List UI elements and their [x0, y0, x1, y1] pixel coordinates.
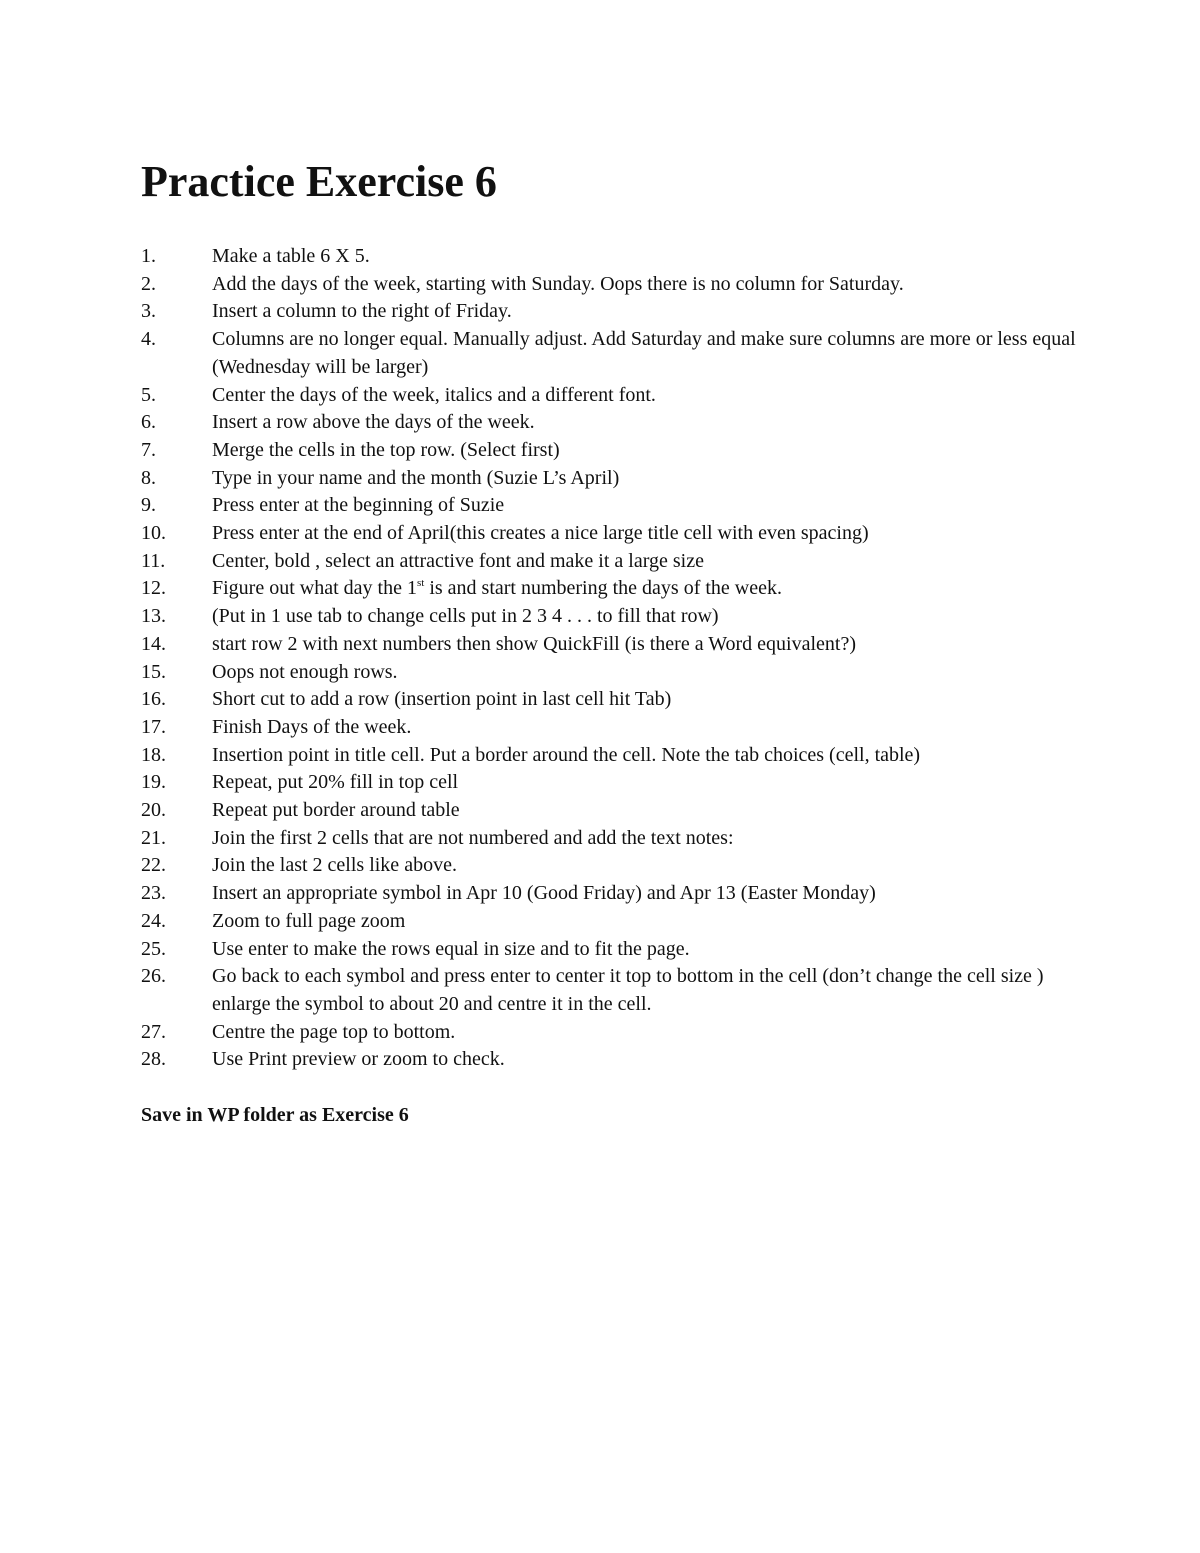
step-text: Columns are no longer equal. Manually adjust. Add Saturday and make sure columns are more or less equal (Wednesday will be larger)	[212, 328, 1076, 378]
list-item	[141, 492, 1081, 520]
step-text: Press enter at the beginning of Suzie	[212, 494, 505, 517]
list-item	[141, 603, 1081, 631]
step-text-part: Figure out what day the 1	[212, 577, 417, 600]
step-number: 13.	[141, 605, 166, 628]
list-item	[141, 409, 1081, 437]
step-number: 6.	[141, 411, 156, 434]
step-text: Zoom to full page zoom	[212, 909, 406, 932]
list-item	[141, 1046, 1081, 1074]
list-item	[141, 908, 1081, 936]
step-number: 10.	[141, 522, 166, 545]
step-text: Repeat put border around table	[212, 799, 460, 822]
step-text: Press enter at the end of April(this creates a nice large title cell with even spacing)	[212, 522, 869, 545]
save-instruction: Save in WP folder as Exercise 6	[141, 1104, 409, 1126]
step-number: 21.	[141, 826, 166, 849]
ordinal-superscript: st	[416, 576, 425, 589]
step-text: Insert a row above the days of the week.	[212, 411, 535, 434]
list-item	[141, 852, 1081, 880]
step-number: 20.	[141, 799, 166, 822]
step-number: 5.	[141, 383, 156, 406]
step-number: 4.	[141, 328, 156, 351]
step-number: 11.	[141, 549, 166, 572]
step-number: 25.	[141, 937, 166, 960]
step-text: Oops not enough rows.	[212, 660, 398, 683]
step-number: 17.	[141, 715, 166, 738]
step-text: start row 2 with next numbers then show QuickFill (is there a Word equivalent?)	[212, 632, 856, 655]
step-text: Go back to each symbol and press enter to center it top to bottom in the cell (don’t change the cell size ) enlarge the symbol to about 20 and centre it in the cell.	[212, 965, 1044, 1015]
step-number: 14.	[141, 632, 166, 655]
step-text: Centre the page top to bottom.	[212, 1020, 456, 1043]
list-item	[141, 936, 1081, 964]
step-text: (Put in 1 use tab to change cells put in 2 3 4 . . . to fill that row)	[212, 605, 719, 628]
list-item	[141, 575, 1081, 603]
step-number: 2.	[141, 272, 156, 295]
list-item	[141, 714, 1081, 742]
step-number: 26.	[141, 965, 166, 988]
list-item	[141, 1019, 1081, 1047]
step-text-part: is and start numbering the days of the week.	[424, 577, 782, 600]
step-text	[212, 575, 1081, 603]
list-item	[141, 769, 1081, 797]
step-text: Repeat, put 20% fill in top cell	[212, 771, 459, 794]
list-item	[141, 963, 1081, 1018]
list-item	[141, 243, 1081, 271]
step-number: 8.	[141, 466, 156, 489]
step-text: Center the days of the week, italics and a different font.	[212, 383, 656, 406]
list-item	[141, 465, 1081, 493]
step-number: 12.	[141, 577, 166, 600]
list-item	[141, 271, 1081, 299]
step-text: Make a table 6 X 5.	[212, 245, 370, 267]
step-text: Insert an appropriate symbol in Apr 10 (Good Friday) and Apr 13 (Easter Monday)	[212, 882, 876, 905]
step-text: Type in your name and the month (Suzie L’s April)	[212, 466, 620, 489]
list-item	[141, 797, 1081, 825]
step-number: 15.	[141, 660, 166, 683]
step-number: 16.	[141, 688, 166, 711]
step-text: Finish Days of the week.	[212, 715, 412, 738]
step-text: Use Print preview or zoom to check.	[212, 1048, 505, 1071]
page-title: Practice Exercise 6	[141, 157, 497, 206]
list-item	[141, 326, 1081, 381]
step-text: Center, bold , select an attractive font and make it a large size	[212, 549, 704, 572]
step-number: 19.	[141, 771, 166, 794]
step-text: Join the last 2 cells like above.	[212, 854, 457, 877]
step-text: Add the days of the week, starting with Sunday. Oops there is no column for Saturday.	[212, 272, 904, 295]
list-item	[141, 825, 1081, 853]
step-number: 7.	[141, 438, 156, 461]
step-number: 3.	[141, 300, 156, 323]
list-item	[141, 520, 1081, 548]
step-number: 23.	[141, 882, 166, 905]
list-item	[141, 686, 1081, 714]
step-text: Insert a column to the right of Friday.	[212, 300, 512, 323]
step-number: 1.	[141, 245, 156, 267]
step-number: 22.	[141, 854, 166, 877]
list-item	[141, 298, 1081, 326]
step-number: 24.	[141, 909, 166, 932]
step-number: 28.	[141, 1048, 166, 1071]
step-text: Join the first 2 cells that are not numbered and add the text notes:	[212, 826, 734, 849]
step-number: 9.	[141, 494, 156, 517]
step-text: Use enter to make the rows equal in size and to fit the page.	[212, 937, 690, 960]
step-number: 27.	[141, 1020, 166, 1043]
list-item	[141, 742, 1081, 770]
instruction-list	[141, 243, 1081, 1074]
step-text: Short cut to add a row (insertion point in last cell hit Tab)	[212, 688, 672, 711]
step-number: 18.	[141, 743, 166, 766]
list-item	[141, 548, 1081, 576]
list-item	[141, 437, 1081, 465]
list-item	[141, 382, 1081, 410]
step-text: Merge the cells in the top row. (Select first)	[212, 438, 560, 461]
list-item	[141, 631, 1081, 659]
list-item	[141, 880, 1081, 908]
step-text: Insertion point in title cell. Put a border around the cell. Note the tab choices (cell, table)	[212, 743, 921, 766]
list-item	[141, 659, 1081, 687]
